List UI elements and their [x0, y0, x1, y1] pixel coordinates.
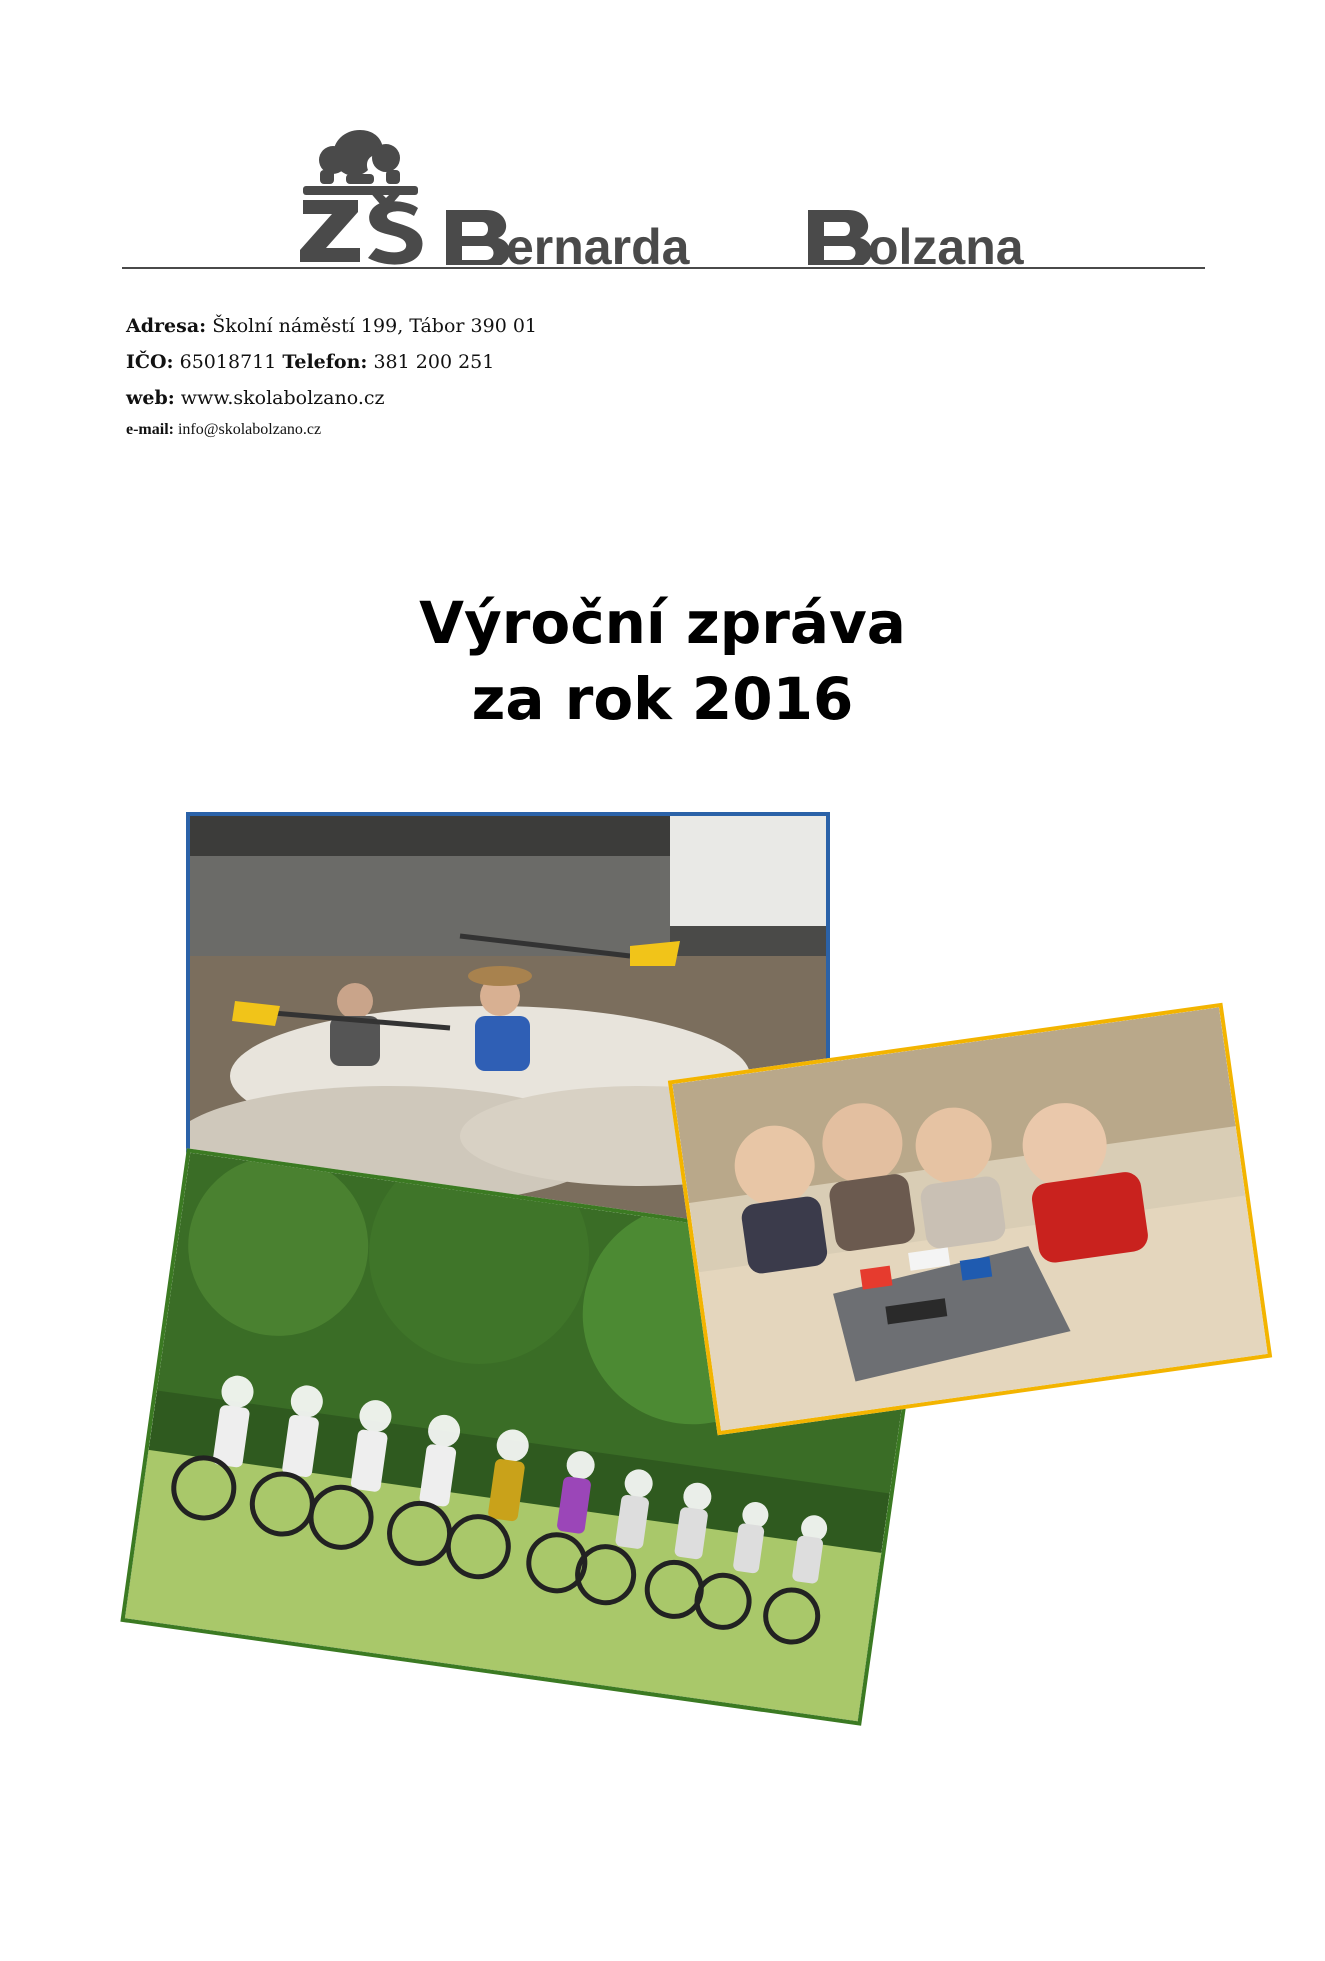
- ico-phone-line: [126, 344, 537, 380]
- phone-value: 381 200 251: [373, 351, 495, 373]
- web-value: www.skolabolzano.cz: [180, 387, 385, 409]
- svg-text:ernarda: ernarda: [506, 219, 690, 265]
- header-divider: [122, 267, 1205, 269]
- title-line-2: za rok 2016: [471, 665, 854, 733]
- logo-letter-b1: [446, 210, 510, 265]
- logo-letter-s: [368, 190, 423, 265]
- web-label: web:: [126, 387, 175, 409]
- email-label: e-mail:: [126, 421, 174, 438]
- ico-label: IČO:: [126, 351, 174, 373]
- photo-children-lego: [668, 1003, 1272, 1435]
- contact-block: [126, 308, 537, 444]
- logo-crown-icon: [303, 130, 418, 195]
- document-title: [0, 585, 1325, 737]
- address-label: Adresa:: [126, 315, 207, 337]
- svg-text:olzana: olzana: [868, 219, 1024, 265]
- logo-letter-b2: [808, 210, 872, 265]
- web-line: [126, 380, 537, 416]
- school-logo: [298, 130, 1038, 265]
- email-line: [126, 416, 537, 444]
- logo-letter-z: [300, 200, 360, 262]
- address-line: [126, 308, 537, 344]
- address-value: Školní náměstí 199, Tábor 390 01: [212, 315, 538, 337]
- ico-value: 65018711: [179, 351, 277, 373]
- phone-label: Telefon:: [282, 351, 368, 373]
- title-line-1: Výroční zpráva: [419, 589, 906, 657]
- email-value: info@skolabolzano.cz: [177, 421, 322, 438]
